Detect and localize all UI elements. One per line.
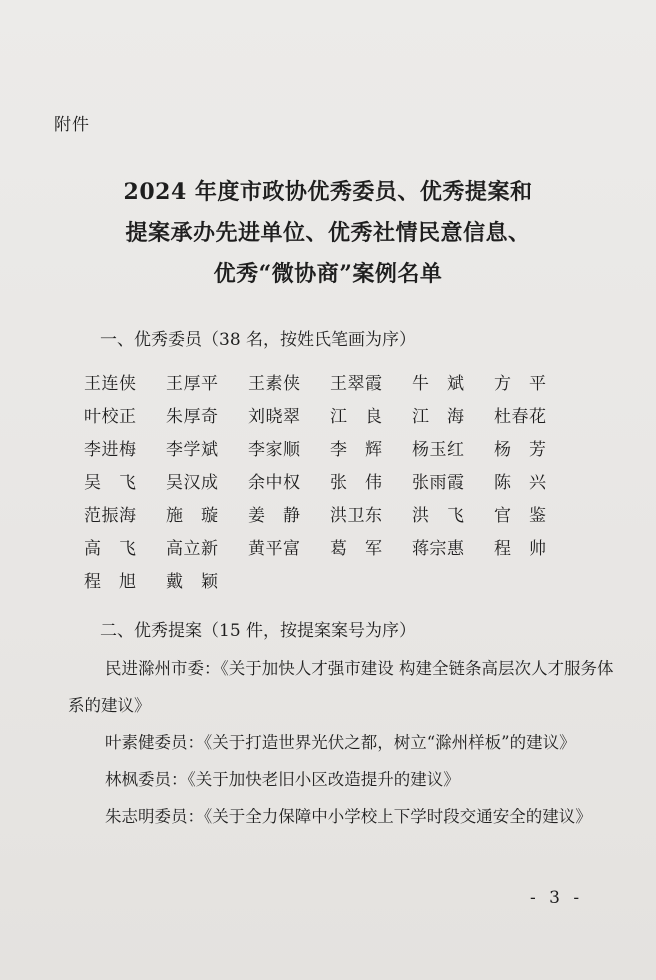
- member-name: 高立新: [166, 539, 219, 559]
- member-name: 王素侠: [248, 374, 301, 394]
- member-name: 吴汉成: [166, 473, 219, 493]
- member-name: 程 旭: [84, 572, 137, 592]
- member-name: 吴 飞: [84, 473, 137, 493]
- member-name: 江 良: [330, 407, 383, 427]
- member-name: 李学斌: [166, 440, 219, 460]
- member-name: 杨 芳: [494, 440, 547, 460]
- member-name: 戴 颖: [166, 572, 219, 592]
- member-name: 江 海: [412, 407, 465, 427]
- member-name: 王翠霞: [330, 374, 383, 394]
- member-name: 洪卫东: [330, 506, 383, 526]
- proposal-item: 朱志明委员：《关于全力保障中小学校上下学时段交通安全的建议》: [105, 807, 592, 826]
- member-name: 方 平: [494, 374, 547, 394]
- member-name: 陈 兴: [494, 473, 547, 493]
- title-line-2: 提案承办先进单位、优秀社情民意信息、: [125, 220, 531, 246]
- document-title: [40, 172, 616, 295]
- member-name: 杜春花: [494, 407, 547, 427]
- member-name: 李进梅: [84, 440, 137, 460]
- member-name: 王厚平: [166, 374, 219, 394]
- section-heading-proposals: 二、优秀提案（15 件，按提案案号为序）: [100, 621, 417, 641]
- member-names-grid: [84, 369, 584, 598]
- member-name: 牛 斌: [412, 374, 465, 394]
- member-name: 施 璇: [166, 506, 219, 526]
- member-name: 叶校正: [84, 407, 137, 427]
- member-name: 朱厚奇: [166, 407, 219, 427]
- member-name: 李家顺: [248, 440, 301, 460]
- member-name: 李 辉: [330, 440, 383, 460]
- member-name: 张雨霞: [412, 473, 465, 493]
- member-name: 刘晓翠: [248, 407, 301, 427]
- member-name: 葛 军: [330, 539, 383, 559]
- member-name: 程 帅: [494, 539, 547, 559]
- proposal-item: 民进滁州市委：《关于加快人才强市建设 构建全链条高层次人才服务体系的建议》: [68, 659, 614, 715]
- attachment-label: 附件: [54, 115, 90, 135]
- member-name: 姜 静: [248, 506, 301, 526]
- member-name: 张 伟: [330, 473, 383, 493]
- member-name: 官 鉴: [494, 506, 547, 526]
- title-line-3: 优秀“微协商”案例名单: [213, 261, 443, 287]
- member-name: 余中权: [248, 473, 301, 493]
- member-name: 洪 飞: [412, 506, 465, 526]
- member-name: 范振海: [84, 506, 137, 526]
- member-name: 高 飞: [84, 539, 137, 559]
- page-number: - 3 -: [530, 888, 584, 908]
- member-name: 黄平富: [248, 539, 301, 559]
- title-line-1: 2024 年度市政协优秀委员、优秀提案和: [123, 179, 533, 205]
- member-name: 王连侠: [84, 374, 137, 394]
- proposal-list: [68, 650, 618, 835]
- proposal-item: 叶素健委员：《关于打造世界光伏之都，树立“滁州样板”的建议》: [105, 733, 576, 752]
- member-name: 杨玉红: [412, 440, 465, 460]
- section-heading-committee-members: 一、优秀委员（38 名，按姓氏笔画为序）: [100, 330, 417, 350]
- proposal-item: 林枫委员：《关于加快老旧小区改造提升的建议》: [105, 770, 460, 789]
- member-name: 蒋宗惠: [412, 539, 465, 559]
